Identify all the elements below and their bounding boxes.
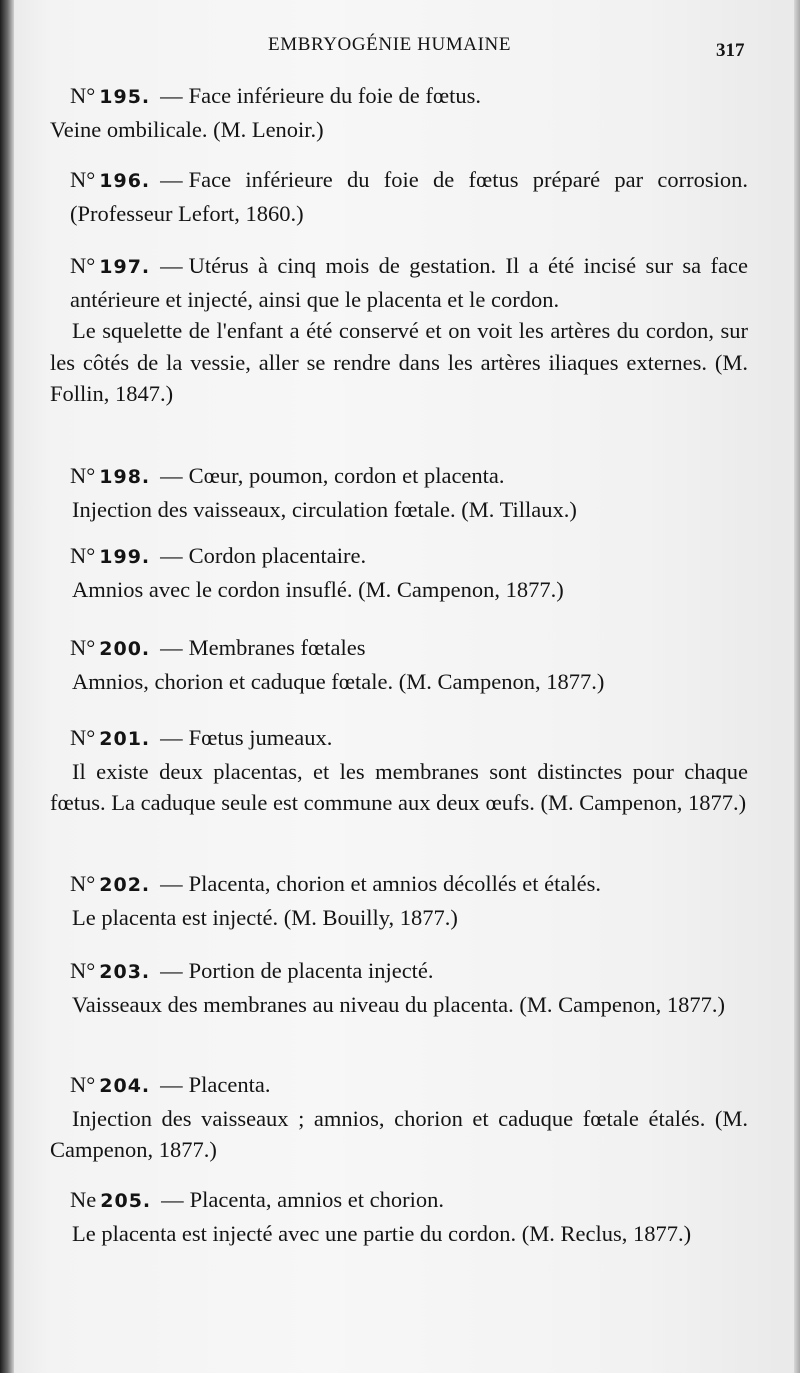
entry-heading-text: Face inférieure du foie de fœtus préparé par corrosion. (Professeur Lefort, 1860.) xyxy=(70,167,748,226)
entry-description: Le squelette de l'enfant a été conservé et on voit les artères du cordon, sur les côtés de la vessie, aller se rendre dans les artères iliaques externes. (M. Follin, 1847.) xyxy=(50,318,748,406)
entry-prefix: Ne xyxy=(70,1187,97,1212)
running-head xyxy=(0,32,800,62)
entry-heading-text: Face inférieure du foie de fœtus. xyxy=(188,83,482,108)
page-gutter-shadow xyxy=(0,0,14,1373)
entry-heading: N° 198. — Cœur, poumon, cordon et placenta. xyxy=(70,463,505,488)
entry-heading-text: Fœtus jumeaux. xyxy=(188,725,333,750)
catalog-entry xyxy=(50,1069,748,1166)
entry-number: 196. xyxy=(99,170,151,192)
catalog-entry xyxy=(50,868,748,933)
entry-description: Amnios avec le cordon insuflé. (M. Campenon, 1877.) xyxy=(72,576,564,602)
entry-heading-text: Placenta, chorion et amnios décollés et étalés. xyxy=(188,871,601,896)
entry-prefix: N° xyxy=(70,1072,96,1097)
entry-number: 203. xyxy=(99,961,151,983)
catalog-entry xyxy=(50,80,748,145)
entry-number: 204. xyxy=(99,1075,151,1097)
entry-heading-text: Placenta, amnios et chorion. xyxy=(189,1187,444,1212)
entry-number: 198. xyxy=(99,466,151,488)
entry-prefix: N° xyxy=(70,725,96,750)
catalog-entry xyxy=(50,955,748,1020)
catalog-entry xyxy=(50,164,748,229)
entry-prefix: N° xyxy=(70,958,96,983)
catalog-entry xyxy=(50,1184,748,1249)
entry-heading-text: Placenta. xyxy=(188,1072,271,1097)
entry-heading-text: Cordon placentaire. xyxy=(188,543,367,568)
catalog-entry xyxy=(50,632,748,697)
entry-heading: N° 204. — Placenta. xyxy=(70,1072,271,1097)
entry-number: 199. xyxy=(99,546,151,568)
entry-prefix: N° xyxy=(70,167,96,192)
entry-heading-text: Membranes fœtales xyxy=(188,635,366,660)
entry-prefix: N° xyxy=(70,463,96,488)
entry-description: Le placenta est injecté. (M. Bouilly, 1877.) xyxy=(72,904,458,930)
entry-prefix: N° xyxy=(70,83,96,108)
catalog-entry xyxy=(50,540,748,605)
entry-number: 195. xyxy=(99,86,151,108)
page-number: 317 xyxy=(716,40,745,61)
entry-heading: N° 196. — Face inférieure du foie de fœtus préparé par corrosion. (Professeur Lefort, 1860.) xyxy=(70,167,748,226)
entry-heading: N° 203. — Portion de placenta injecté. xyxy=(70,958,434,983)
header-title: EMBRYOGÉNIE HUMAINE xyxy=(268,34,512,55)
entry-number: 205. xyxy=(100,1190,152,1212)
entry-description: Le placenta est injecté avec une partie du cordon. (M. Reclus, 1877.) xyxy=(72,1220,692,1246)
entry-description: Injection des vaisseaux ; amnios, chorion et caduque fœtale étalés. (M. Campenon, 1877.) xyxy=(50,1105,748,1162)
entry-description: Amnios, chorion et caduque fœtale. (M. Campenon, 1877.) xyxy=(72,668,605,694)
entry-number: 202. xyxy=(99,874,151,896)
catalog-entry xyxy=(50,722,748,819)
entry-description: Veine ombilicale. (M. Lenoir.) xyxy=(50,116,324,142)
entry-heading: N° 200. — Membranes fœtales xyxy=(70,635,366,660)
entry-number: 197. xyxy=(99,256,151,278)
entry-heading: Ne 205. — Placenta, amnios et chorion. xyxy=(70,1187,444,1212)
entry-description: Injection des vaisseaux, circulation fœtale. (M. Tillaux.) xyxy=(72,496,577,522)
entry-description: Il existe deux placentas, et les membranes sont distinctes pour chaque fœtus. La caduque seule est commune aux deux œufs. (M. Campenon, 1877.) xyxy=(50,758,748,815)
entry-heading-text: Cœur, poumon, cordon et placenta. xyxy=(188,463,505,488)
entry-heading: N° 195. — Face inférieure du foie de fœtus. xyxy=(70,83,482,108)
catalog-entry xyxy=(50,460,748,525)
entry-number: 201. xyxy=(99,728,151,750)
catalog-entry xyxy=(50,250,748,410)
entry-prefix: N° xyxy=(70,253,96,278)
entry-heading: N° 202. — Placenta, chorion et amnios décollés et étalés. xyxy=(70,871,601,896)
entry-heading: N° 197. — Utérus à cinq mois de gestation. Il a été incisé sur sa face antérieure et injecté, ainsi que le placenta et le cordon. xyxy=(70,253,748,312)
entry-heading-text: Portion de placenta injecté. xyxy=(188,958,434,983)
entry-description: Vaisseaux des membranes au niveau du placenta. (M. Campenon, 1877.) xyxy=(72,991,725,1017)
entry-heading: N° 199. — Cordon placentaire. xyxy=(70,543,367,568)
entry-number: 200. xyxy=(99,638,151,660)
entry-prefix: N° xyxy=(70,635,96,660)
page-edge xyxy=(794,0,800,1373)
entry-prefix: N° xyxy=(70,543,96,568)
entry-heading-text: Utérus à cinq mois de gestation. Il a été incisé sur sa face antérieure et injecté, ainsi que le placenta et le cordon. xyxy=(70,253,748,312)
entry-prefix: N° xyxy=(70,871,96,896)
entry-heading: N° 201. — Fœtus jumeaux. xyxy=(70,725,333,750)
